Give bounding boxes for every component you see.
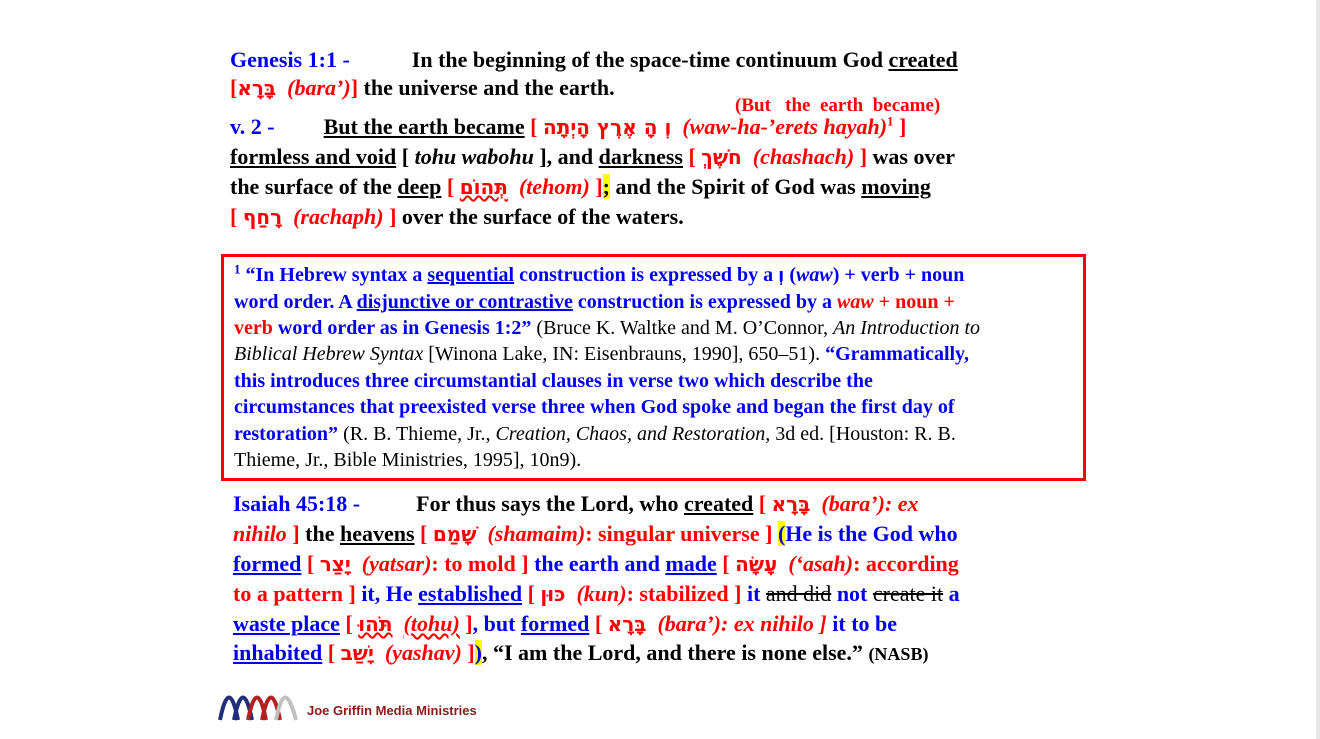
footnote-line-4: Biblical Hebrew Syntax [Winona Lake, IN: Eisenbrauns, 1990], 650–51). “Grammatically,	[234, 343, 969, 365]
hebrew-chashach: חֹשֶׁךְ	[701, 145, 742, 169]
isaiah-line-2: nihilo ] the heavens [ שָׁמַם (shamaim): singular universe ] (He is the God who	[233, 521, 958, 546]
word-created: created	[888, 47, 958, 72]
hebrew-kun: כּוּן	[540, 582, 566, 606]
genesis-line-1: Genesis 1:1 - In the beginning of the space-time continuum God created	[230, 47, 958, 72]
footnote-line-1: $^1$ “In Hebrew syntax a sequential construction is expressed by a וְ (waw) + verb + noun	[234, 261, 965, 286]
hebrew-bara: בָּרָא	[237, 76, 277, 100]
hebrew-asah: עָשָׂה	[735, 552, 778, 576]
isaiah-line-3: formed [ יָצַר (yatsar): to mold ] the earth and made [ עָשָׂה (‘asah): according	[233, 551, 959, 576]
footnote-line-2: word order. A disjunctive or contrastive construction is expressed by a waw + noun +	[234, 291, 955, 313]
footnote-box	[221, 254, 1086, 481]
hebrew-tehom: תְּהוֹם	[459, 175, 508, 199]
footer-org-name: Joe Griffin Media Ministries	[307, 703, 477, 718]
footnote-line-5: this introduces three circumstantial clauses in verse two which describe the	[234, 370, 873, 392]
genesis-line-4: formless and void [ tohu wabohu ], and darkness [ חֹשֶׁךְ (chashach) ] was over	[230, 144, 956, 169]
footnote-line-6: circumstances that preexisted verse three when God spoke and began the first day of	[234, 396, 955, 418]
hebrew-bara: בָּרָא	[607, 612, 647, 636]
isaiah-line-5: waste place [ תֹּהוּ (tohu) ], but formed [ בָּרָא (bara’): ex nihilo ] it to be	[233, 611, 898, 636]
isaiah-passage	[233, 490, 1093, 675]
hebrew-yashav: יָשַׁב	[340, 641, 374, 665]
isaiah-ref: Isaiah 45:18 -	[233, 491, 361, 516]
genesis-line-3: v. 2 - But the earth became [ וְ הָ אֶרֶץ הָיְתָה (waw-ha-’erets hayah)$^1$ ]	[230, 113, 907, 139]
footnote-line-7: restoration” (R. B. Thieme, Jr., Creation, Chaos, and Restoration, 3d ed. [Houston: R. B.	[234, 423, 956, 445]
ministry-logo-icon	[218, 688, 300, 722]
hebrew-rachaph: רָחַף	[242, 205, 283, 229]
hebrew-tohu: תֹּהוּ	[358, 612, 393, 636]
footnote-marker: 1	[887, 113, 894, 129]
genesis-line-2: [בָּרָא (bara’)] the universe and the earth.	[230, 75, 615, 100]
hebrew-yatsar: יָצַר	[319, 552, 351, 576]
genesis-line-6: [ רָחַף (rachaph) ] over the surface of the waters.	[230, 204, 684, 229]
genesis-line-5: the surface of the deep [ תְּהוֹם (tehom) ]; and the Spirit of God was moving	[230, 174, 931, 199]
scrollbar-edge	[1316, 0, 1320, 739]
annotation-but-earth-became: (But the earth became)	[735, 95, 941, 116]
isaiah-line-6: inhabited [ יָשַׁב (yashav) ]), “I am the Lord, and there is none else.” (NASB)	[233, 640, 929, 665]
footnote-line-3: verb word order as in Genesis 1:2” (Bruce K. Waltke and M. O’Connor, An Introduction to	[234, 317, 981, 339]
highlight-semicolon: ;	[602, 174, 610, 199]
hebrew-bara: בָּרָא	[771, 492, 811, 516]
hebrew-waw: וְ	[778, 265, 785, 286]
genesis-ref: Genesis 1:1 -	[230, 47, 350, 72]
isaiah-line-1: Isaiah 45:18 - For thus says the Lord, who created [ בָּרָא (bara’): ex	[233, 491, 919, 516]
footnote-line-8: Thieme, Jr., Bible Ministries, 1995], 10n9).	[234, 449, 582, 471]
hebrew-shamaim: שָׁמַם	[432, 522, 477, 546]
isaiah-line-4: to a pattern ] it, He established [ כּוּן (kun): stabilized ] it and did not create it a	[233, 581, 960, 606]
verse-2-ref: v. 2 -	[230, 114, 275, 139]
genesis-passage	[230, 46, 1090, 236]
hebrew-waw-ha-erets-hayah: וְ הָ אֶרֶץ הָיְתָה	[542, 115, 672, 139]
